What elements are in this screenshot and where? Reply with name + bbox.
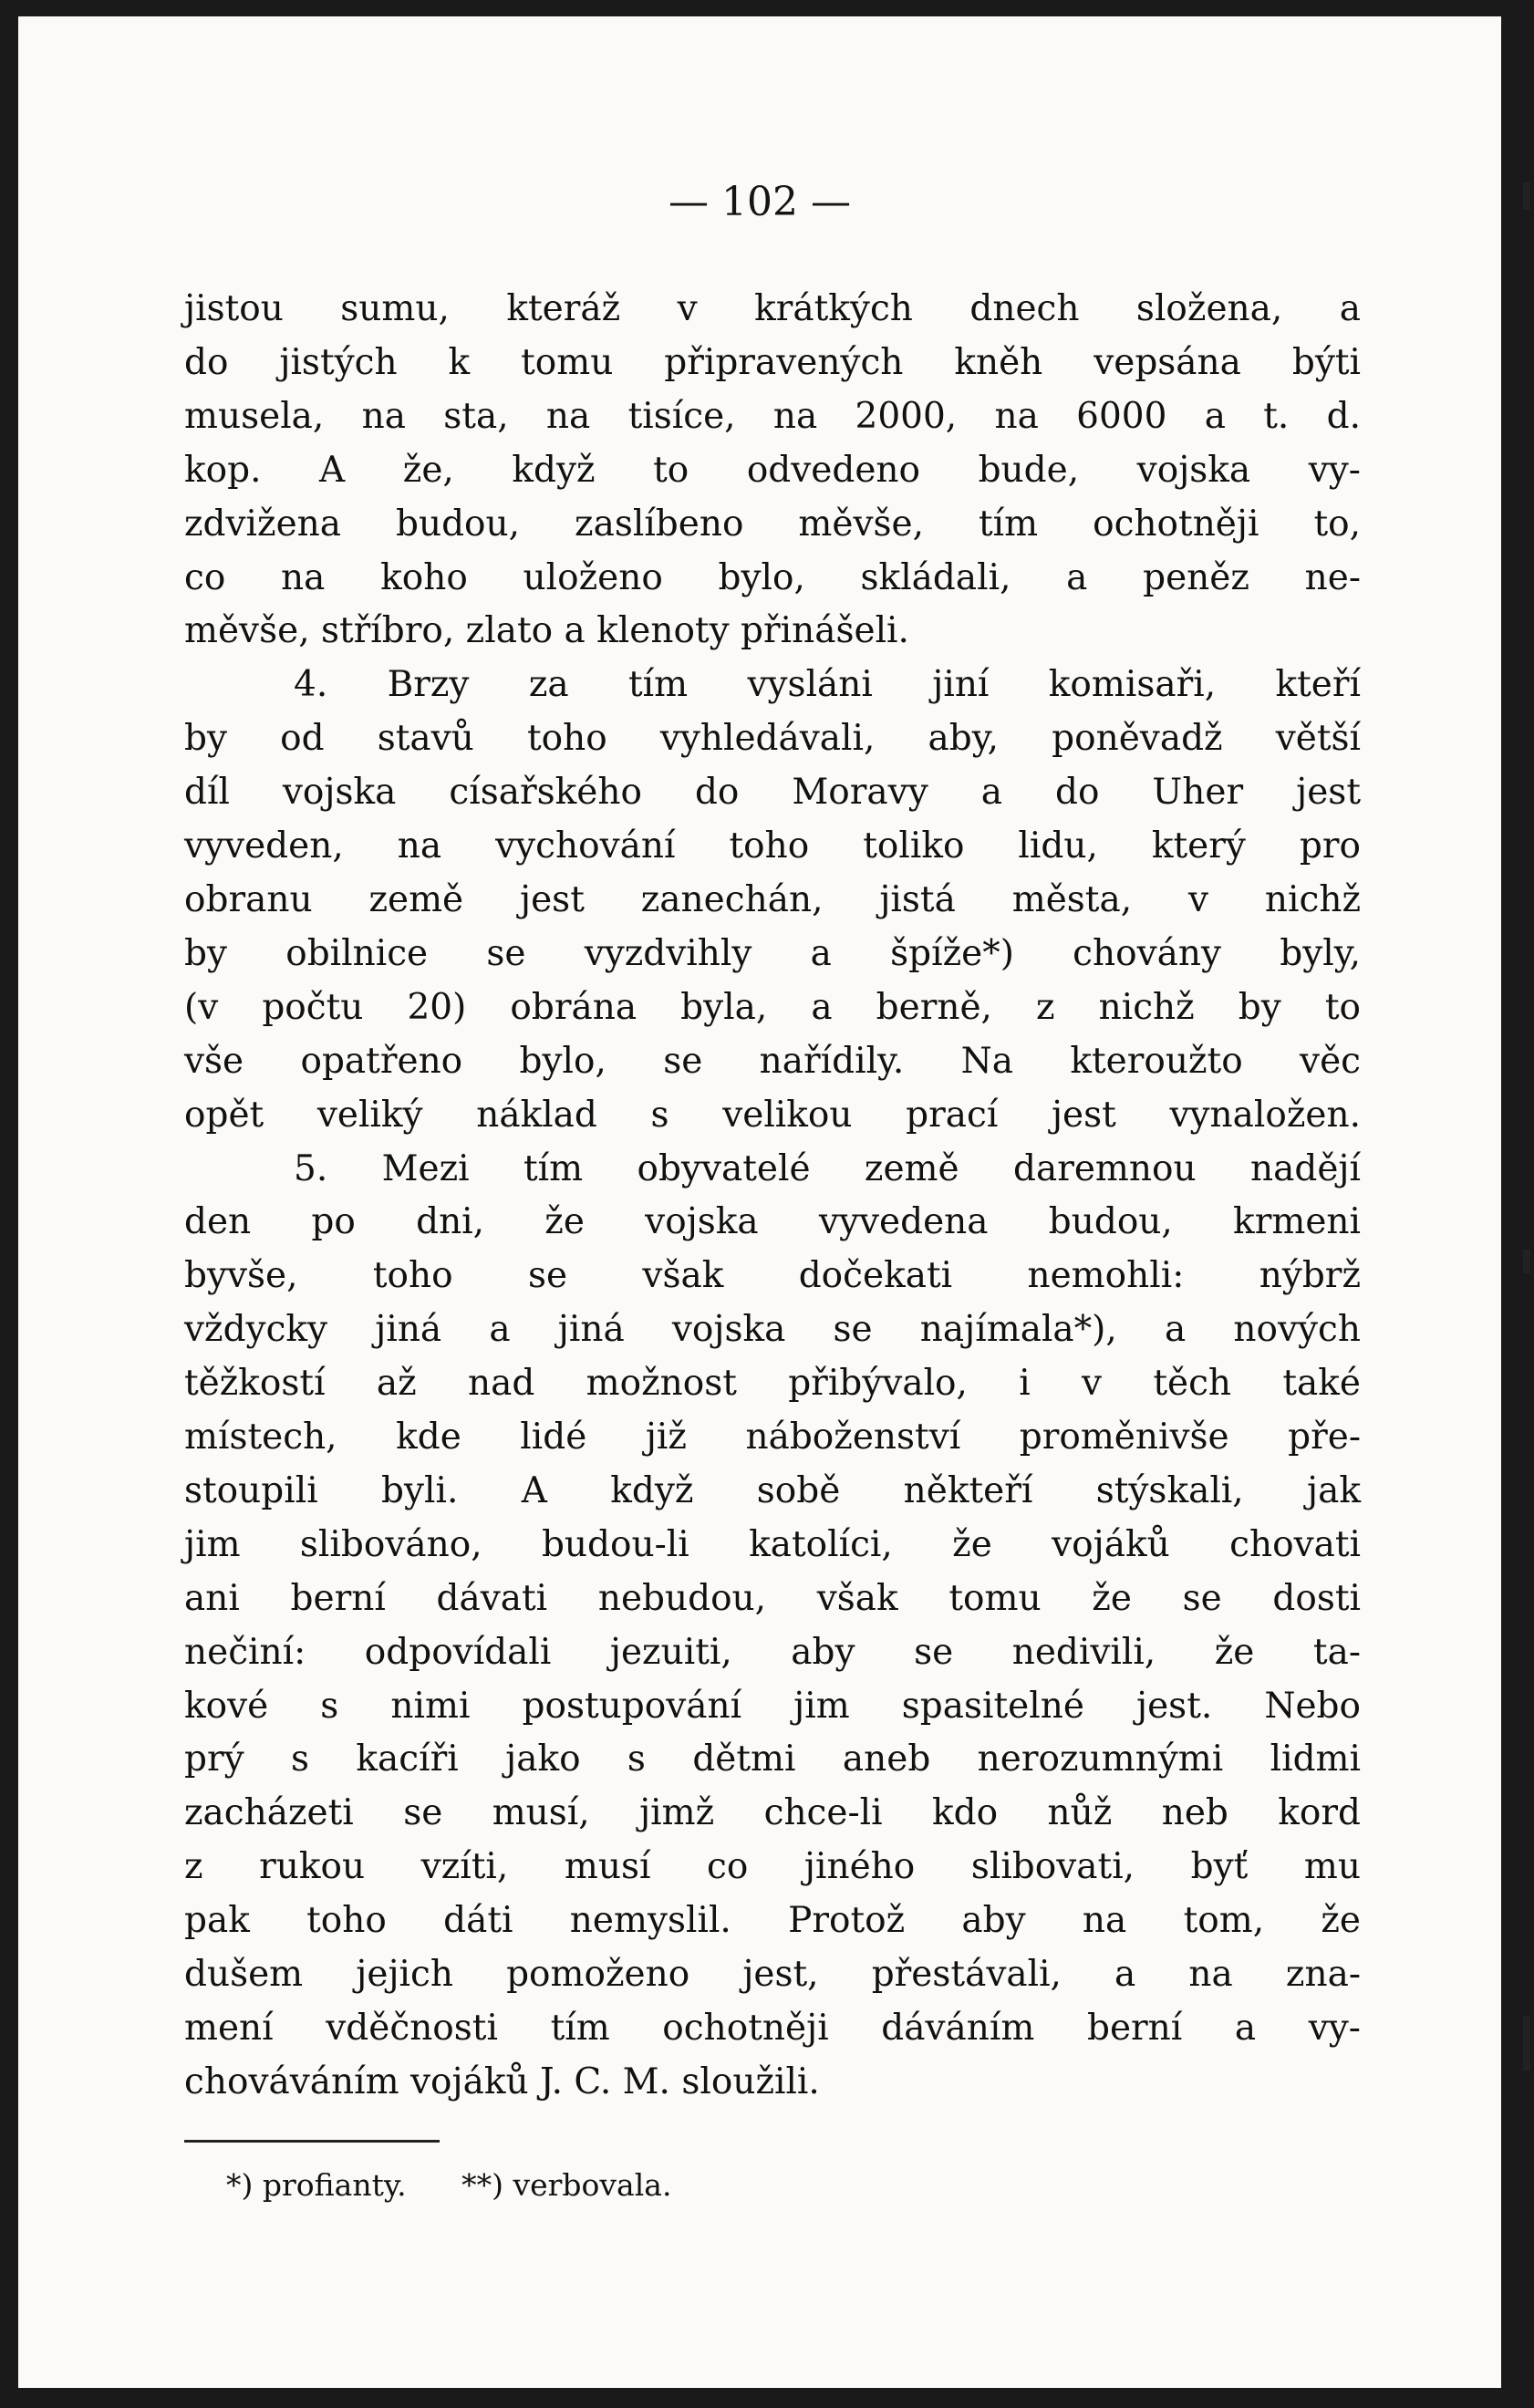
- text-line: místech, kde lidé již náboženství proměnivše pře-: [184, 1417, 1361, 1458]
- scan-edge-mark: [1523, 1250, 1530, 1273]
- text-line: co na koho uloženo bylo, skládali, a peněz ne-: [184, 556, 1361, 598]
- text-line: ani berní dávati nebudou, však tomu že se dosti: [184, 1577, 1361, 1619]
- text-line: prý s kacíři jako s dětmi aneb nerozumnými lidmi: [184, 1739, 1361, 1780]
- text-line: vyveden, na vychování toho toliko lidu, který pro: [184, 825, 1361, 867]
- text-line: 4. Brzy za tím vysláni jiní komisaři, kteří: [294, 664, 1361, 706]
- text-line: zdvižena budou, zaslíbeno měvše, tím ochotněji to,: [184, 503, 1361, 545]
- scan-edge-mark: [1523, 2016, 1530, 2071]
- text-line: vždycky jiná a jiná vojska se najímala*), a nových: [184, 1309, 1361, 1351]
- paragraph-1: [184, 283, 1361, 659]
- text-line: chováváním vojáků J. C. M. sloužili.: [184, 2060, 820, 2102]
- text-line: z rukou vzíti, musí co jiného slibovati, byť mu: [184, 1846, 1361, 1888]
- text-line: díl vojska císařského do Moravy a do Uher jest: [184, 772, 1361, 814]
- paragraph-3: [184, 1143, 1361, 2110]
- footnote-divider: [184, 2140, 440, 2143]
- paragraph-2: [184, 659, 1361, 1142]
- text-line: byvše, toho se však dočekati nemohli: nýbrž: [184, 1255, 1361, 1297]
- text-line: mení vděčnosti tím ochotněji dáváním berní a vy-: [184, 2008, 1361, 2049]
- page-number: — 102 —: [669, 179, 851, 225]
- text-line: 5. Mezi tím obyvatelé země daremnou nadějí: [294, 1147, 1361, 1189]
- footnote-1: *) profianty.: [226, 2167, 407, 2203]
- text-line: pak toho dáti nemyslil. Protož aby na tom, že: [184, 1900, 1361, 1942]
- text-line: měvše, stříbro, zlato a klenoty přinášeli.: [184, 610, 909, 652]
- text-line: kop. A že, když to odvedeno bude, vojska vy-: [184, 449, 1361, 491]
- text-line: kové s nimi postupování jim spasitelné jest. Nebo: [184, 1685, 1361, 1727]
- text-line: zacházeti se musí, jimž chce-li kdo nůž neb kord: [184, 1792, 1361, 1834]
- text-line: nečiní: odpovídali jezuiti, aby se nedivili, že ta-: [184, 1631, 1361, 1673]
- text-line: jim slibováno, budou-li katolíci, že vojáků chovati: [184, 1523, 1361, 1565]
- text-line: do jistých k tomu připravených kněh vepsána býti: [184, 341, 1361, 383]
- text-line: jistou sumu, kteráž v krátkých dnech složena, a: [184, 288, 1361, 329]
- body-text: [184, 283, 1361, 2110]
- text-line: vše opatřeno bylo, se nařídily. Na kteroužto věc: [184, 1040, 1361, 1082]
- text-line: těžkostí až nad možnost přibývalo, i v těch také: [184, 1363, 1361, 1405]
- footnote-2: **) verbovala.: [461, 2167, 672, 2203]
- text-line: obranu země jest zanechán, jistá města, v nichž: [184, 878, 1361, 920]
- text-line: musela, na sta, na tisíce, na 2000, na 6000 a t. d.: [184, 395, 1361, 437]
- text-line: stoupili byli. A když sobě někteří stýskali, jak: [184, 1469, 1361, 1511]
- scan-edge-mark: [1523, 182, 1530, 210]
- footnotes: [226, 2167, 671, 2203]
- text-line: opět veliký náklad s velikou prací jest vynaložen.: [184, 1094, 1361, 1136]
- text-line: by od stavů toho vyhledávali, aby, poněvadž větší: [184, 718, 1361, 760]
- book-page: [18, 16, 1501, 2388]
- text-line: den po dni, že vojska vyvedena budou, krmeni: [184, 1201, 1361, 1243]
- text-line: dušem jejich pomoženo jest, přestávali, a na zna-: [184, 1954, 1361, 1996]
- text-line: (v počtu 20) obrána byla, a berně, z nichž by to: [184, 986, 1361, 1028]
- text-line: by obilnice se vyzdvihly a špíže*) chovány byly,: [184, 932, 1361, 974]
